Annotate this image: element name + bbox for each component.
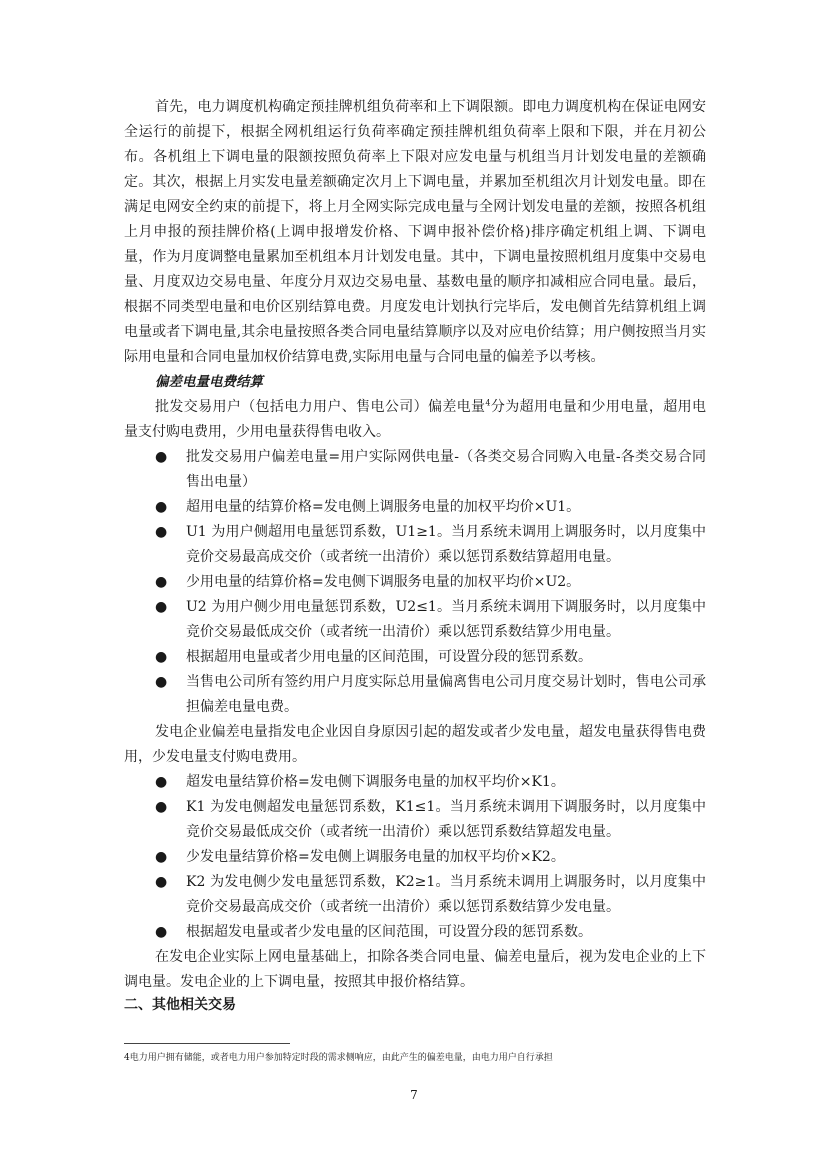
list-item [124, 645, 706, 670]
list-item-text: U1 为用户侧超用电量惩罚系数，U1≥1。当月系统未调用上调服务时，以月度集中竞价交易最高成交价（或者统一出清价）乘以惩罚系数结算超用电量。 [186, 524, 706, 565]
list-item-text: K1 为发电侧超发电量惩罚系数，K1≤1。当月系统未调用下调服务时，以月度集中竞价交易最低成交价（或者统一出清价）乘以惩罚系数结算超发电量。 [186, 799, 706, 840]
document-body [124, 95, 706, 995]
user-intro-text-cont: 分为超用电量和少用电量，超用电量支付购电费用，少用电量获得售电收入。 [124, 399, 707, 440]
generator-intro-paragraph: 发电企业偏差电量指发电企业因自身原因引起的超发或者少发电量，超发电量获得售电费用，少发电量支付购电费用。 [124, 724, 706, 765]
bullet-icon: ● [155, 649, 168, 665]
footnote-ref: 4 [485, 398, 491, 408]
bullet-icon: ● [155, 874, 168, 890]
list-item [124, 920, 706, 945]
footnote-divider [124, 1043, 290, 1044]
user-intro-text: 批发交易用户（包括电力用户、售电公司）偏差电量 [155, 399, 486, 415]
subheading-deviation-settlement: 偏差电量电费结算 [155, 374, 263, 390]
list-item-text: 当售电公司所有签约用户月度实际总用量偏离售电公司月度交易计划时，售电公司承担偏差电量电费。 [186, 674, 706, 715]
intro-paragraph: 首先，电力调度机构确定预挂牌机组负荷率和上下调限额。即电力调度机构在保证电网安全运行的前提下，根据全网机组运行负荷率确定预挂牌机组负荷率上限和下限，并在月初公布。各机组上下调电量的限额按照负荷率上下限对应发电量与机组当月计划发电量的差额确定。其次，根据上月实发电量差额确定次月上下调电量，并累加至机组次月计划发电量。即在满足电网安全约束的前提下，将上月全网实际完成电量与全网计划发电量的差额，按照各机组上月申报的预挂牌价格(上调申报增发价格、下调申报补偿价格)排序确定机组上调、下调电量，作为月度调整电量累加至机组本月计划发电量。其中，下调电量按照机组月度集中交易电量、月度双边交易电量、年度分月双边交易电量、基数电量的顺序扣减相应合同电量。最后，根据不同类型电量和电价区别结算电费。月度发电计划执行完毕后，发电侧首先结算机组上调电量或者下调电量,其余电量按照各类合同电量结算顺序以及对应电价结算；用户侧按照当月实际用电量和合同电量加权价结算电费,实际用电量与合同电量的偏差予以考核。 [124, 99, 706, 365]
bullet-icon: ● [155, 674, 168, 690]
section-title: 二、其他相关交易 [124, 997, 236, 1013]
list-item [124, 795, 706, 845]
bullet-icon: ● [155, 574, 168, 590]
bullet-icon: ● [155, 924, 168, 940]
list-item-text: 根据超用电量或者少用电量的区间范围，可设置分段的惩罚系数。 [186, 649, 592, 665]
list-item-text: K2 为发电侧少发电量惩罚系数，K2≥1。当月系统未调用上调服务时，以月度集中竞价交易最高成交价（或者统一出清价）乘以惩罚系数结算少发电量。 [186, 874, 706, 915]
closing-paragraph: 在发电企业实际上网电量基础上，扣除各类合同电量、偏差电量后，视为发电企业的上下调电量。发电企业的上下调电量，按照其申报价格结算。 [124, 949, 706, 990]
bullet-icon: ● [155, 799, 168, 815]
page-number: 7 [410, 1088, 418, 1102]
list-item [124, 870, 706, 920]
list-item-text: 根据超发电量或者少发电量的区间范围，可设置分段的惩罚系数。 [186, 924, 592, 940]
footnote: 4电力用户拥有储能，或者电力用户参加特定时段的需求侧响应，由此产生的偏差电量，由电力用户自行承担 [124, 1053, 553, 1063]
bullet-icon: ● [155, 774, 168, 790]
bullet-icon: ● [155, 499, 168, 515]
list-item [124, 445, 706, 495]
list-item-text: 超发电量结算价格=发电侧下调服务电量的加权平均价×K1。 [186, 774, 565, 790]
list-item-text: 超用电量的结算价格=发电侧上调服务电量的加权平均价×U1。 [186, 499, 581, 515]
generator-bullet-list [124, 770, 706, 945]
list-item-text: 少发电量结算价格=发电侧上调服务电量的加权平均价×K2。 [186, 849, 565, 865]
list-item [124, 845, 706, 870]
list-item-text: U2 为用户侧少用电量惩罚系数，U2≤1。当月系统未调用下调服务时，以月度集中竞价交易最低成交价（或者统一出清价）乘以惩罚系数结算少用电量。 [186, 599, 706, 640]
bullet-icon: ● [155, 599, 168, 615]
list-item [124, 595, 706, 645]
list-item [124, 495, 706, 520]
bullet-icon: ● [155, 449, 168, 465]
list-item-text: 批发交易用户偏差电量=用户实际网供电量-（各类交易合同购入电量-各类交易合同售出电量） [186, 449, 706, 490]
list-item [124, 570, 706, 595]
user-bullet-list [124, 445, 706, 720]
list-item-text: 少用电量的结算价格=发电侧下调服务电量的加权平均价×U2。 [186, 574, 581, 590]
bullet-icon: ● [155, 849, 168, 865]
list-item [124, 520, 706, 570]
user-intro-paragraph [124, 395, 706, 445]
bullet-icon: ● [155, 524, 168, 540]
list-item [124, 770, 706, 795]
list-item [124, 670, 706, 720]
